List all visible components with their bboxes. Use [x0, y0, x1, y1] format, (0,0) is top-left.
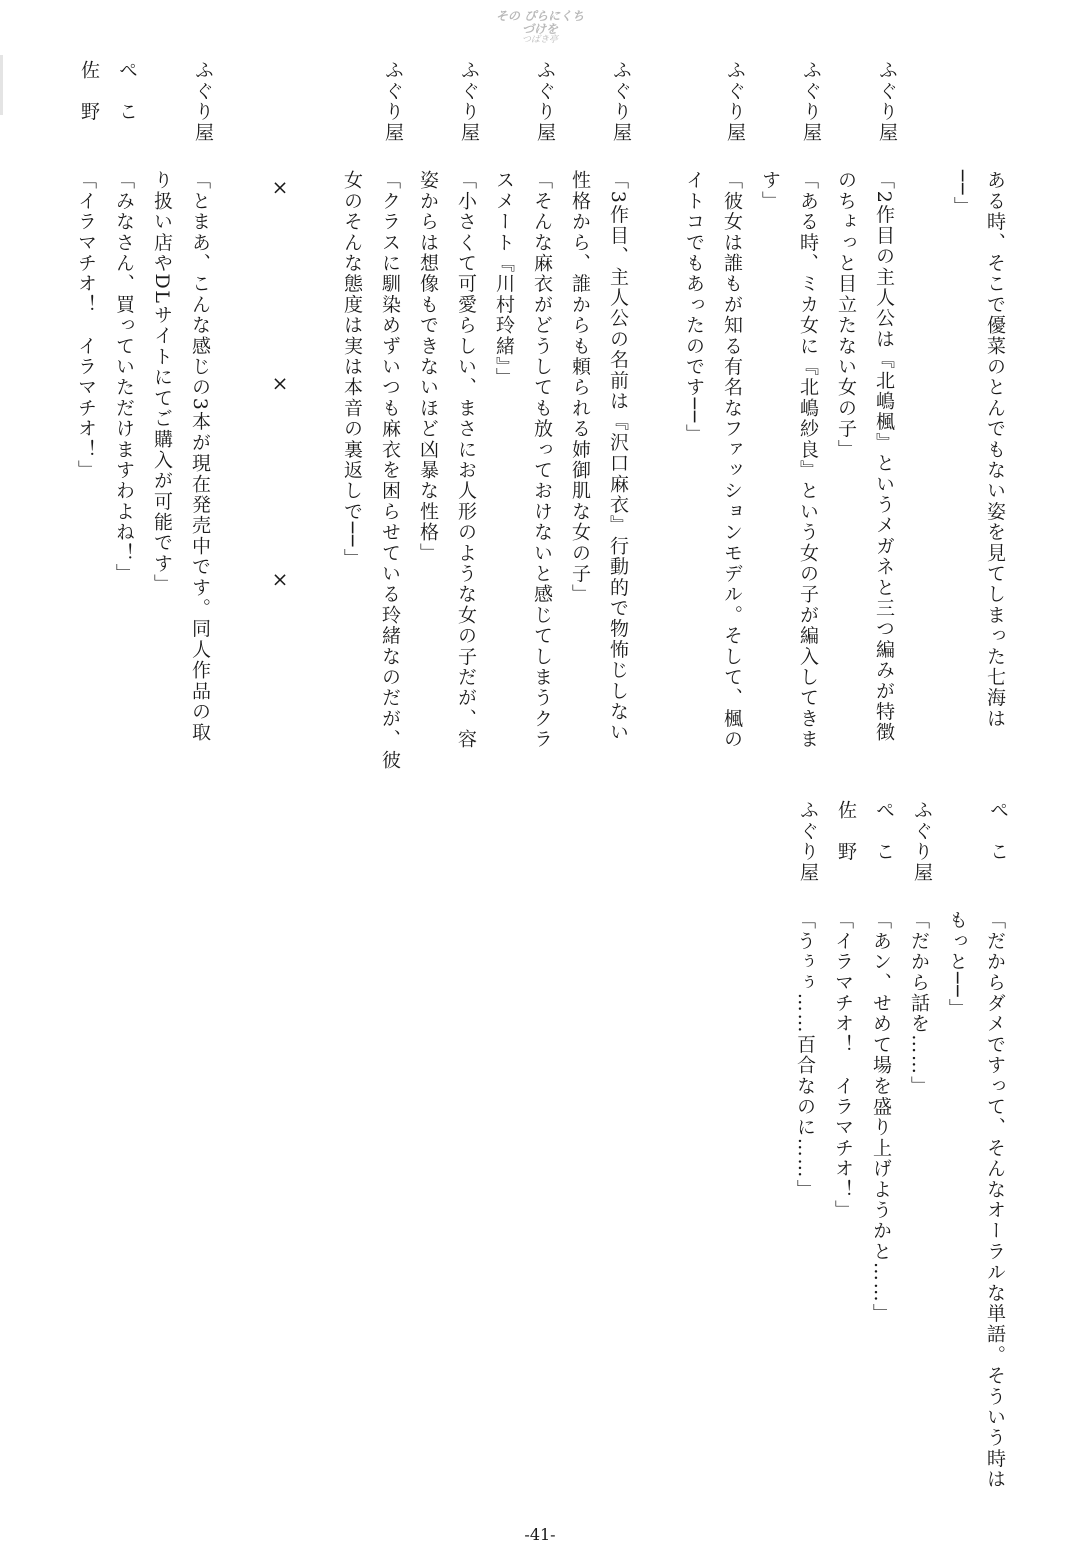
text-line: 「とまあ、こんな感じの3本が現在発売中です。同人作品の取 — [189, 170, 211, 743]
text-line: 女のそんな態度は実は本音の裏返しで──」 — [341, 170, 363, 569]
text-line: 「小さくて可愛らしい、まさにお人形のような女の子だが、容 — [455, 170, 477, 750]
text-line: 「イラマチオ！ イラマチオ！」 — [75, 170, 97, 481]
speaker-label: ふぐり屋 — [382, 60, 404, 143]
speaker-label: ふぐり屋 — [724, 60, 746, 143]
page-number: -41- — [524, 1525, 556, 1544]
speaker-label: ふぐり屋 — [911, 800, 933, 883]
text-line: 「2作目の主人公は『北嶋楓』というメガネと三つ編みが特徴 — [873, 170, 895, 743]
text-line: 「イラマチオ！ イラマチオ！」 — [832, 910, 854, 1221]
speaker-label: ぺ こ — [873, 800, 895, 863]
text-line: 「彼女は誰もが知る有名なファッションモデル。そして、楓の — [721, 170, 743, 750]
text-line: 「あン、せめて場を盛り上げようかと……」 — [870, 910, 892, 1324]
text-line: す」 — [759, 170, 781, 212]
speaker-label: ふぐり屋 — [610, 60, 632, 143]
text-line: り扱い店やDLサイトにてご購入が可能です」 — [151, 170, 173, 595]
speaker-label: ふぐり屋 — [458, 60, 480, 143]
speaker-label: ふぐり屋 — [876, 60, 898, 143]
speaker-label: ふぐり屋 — [534, 60, 556, 143]
scene-separator: × × × — [268, 175, 292, 667]
text-line: イトコでもあったのです──」 — [683, 170, 705, 445]
text-line: スメート『川村玲緒』」 — [493, 170, 515, 389]
text-line: 「うぅぅ……百合なのに……」 — [794, 910, 816, 1200]
text-line: 姿からは想像もできないほど凶暴な性格」 — [417, 170, 439, 564]
speaker-label: ふぐり屋 — [797, 800, 819, 883]
logo-title: その ぴらにくちづけを — [495, 9, 585, 37]
speaker-label: 佐 野 — [835, 800, 857, 863]
text-line: 「クラスに馴染めずいつも麻衣を困らせている玲緒なのだが、彼 — [379, 170, 401, 771]
text-line: 「そんな麻衣がどうしても放っておけないと感じてしまうクラ — [531, 170, 553, 750]
speaker-label: 佐 野 — [78, 60, 100, 123]
text-line: 「だから話を……」 — [908, 910, 930, 1097]
text-line: 性格から、誰からも頼られる姉御肌な女の子」 — [569, 170, 591, 605]
speaker-label: ぺ こ — [987, 800, 1009, 863]
text-line: もっと──」 — [946, 910, 968, 1020]
text-line: 「みなさん、買っていただけますわよね！」 — [113, 170, 135, 584]
text-line: のちょっと目立たない女の子」 — [835, 170, 857, 460]
text-line: ──」 — [951, 170, 973, 217]
text-line: 「ある時、ミカ女に『北嶋紗良』という女の子が編入してきま — [797, 170, 819, 750]
logo-subtitle: つばき亭 — [521, 35, 558, 46]
speaker-label: ふぐり屋 — [800, 60, 822, 143]
speaker-label: ぺ こ — [116, 60, 138, 123]
text-line: ある時、そこで優菜のとんでもない姿を見てしまった七海は — [984, 170, 1006, 729]
text-line: 「3作目、主人公の名前は『沢口麻衣』行動的で物怖じしない — [607, 170, 629, 743]
speaker-label: ふぐり屋 — [192, 60, 214, 143]
page-edge-mark — [0, 55, 3, 115]
text-line: 「だからダメですって、そんなオーラルな単語。そういう時は — [984, 910, 1006, 1490]
header-logo — [490, 10, 590, 46]
